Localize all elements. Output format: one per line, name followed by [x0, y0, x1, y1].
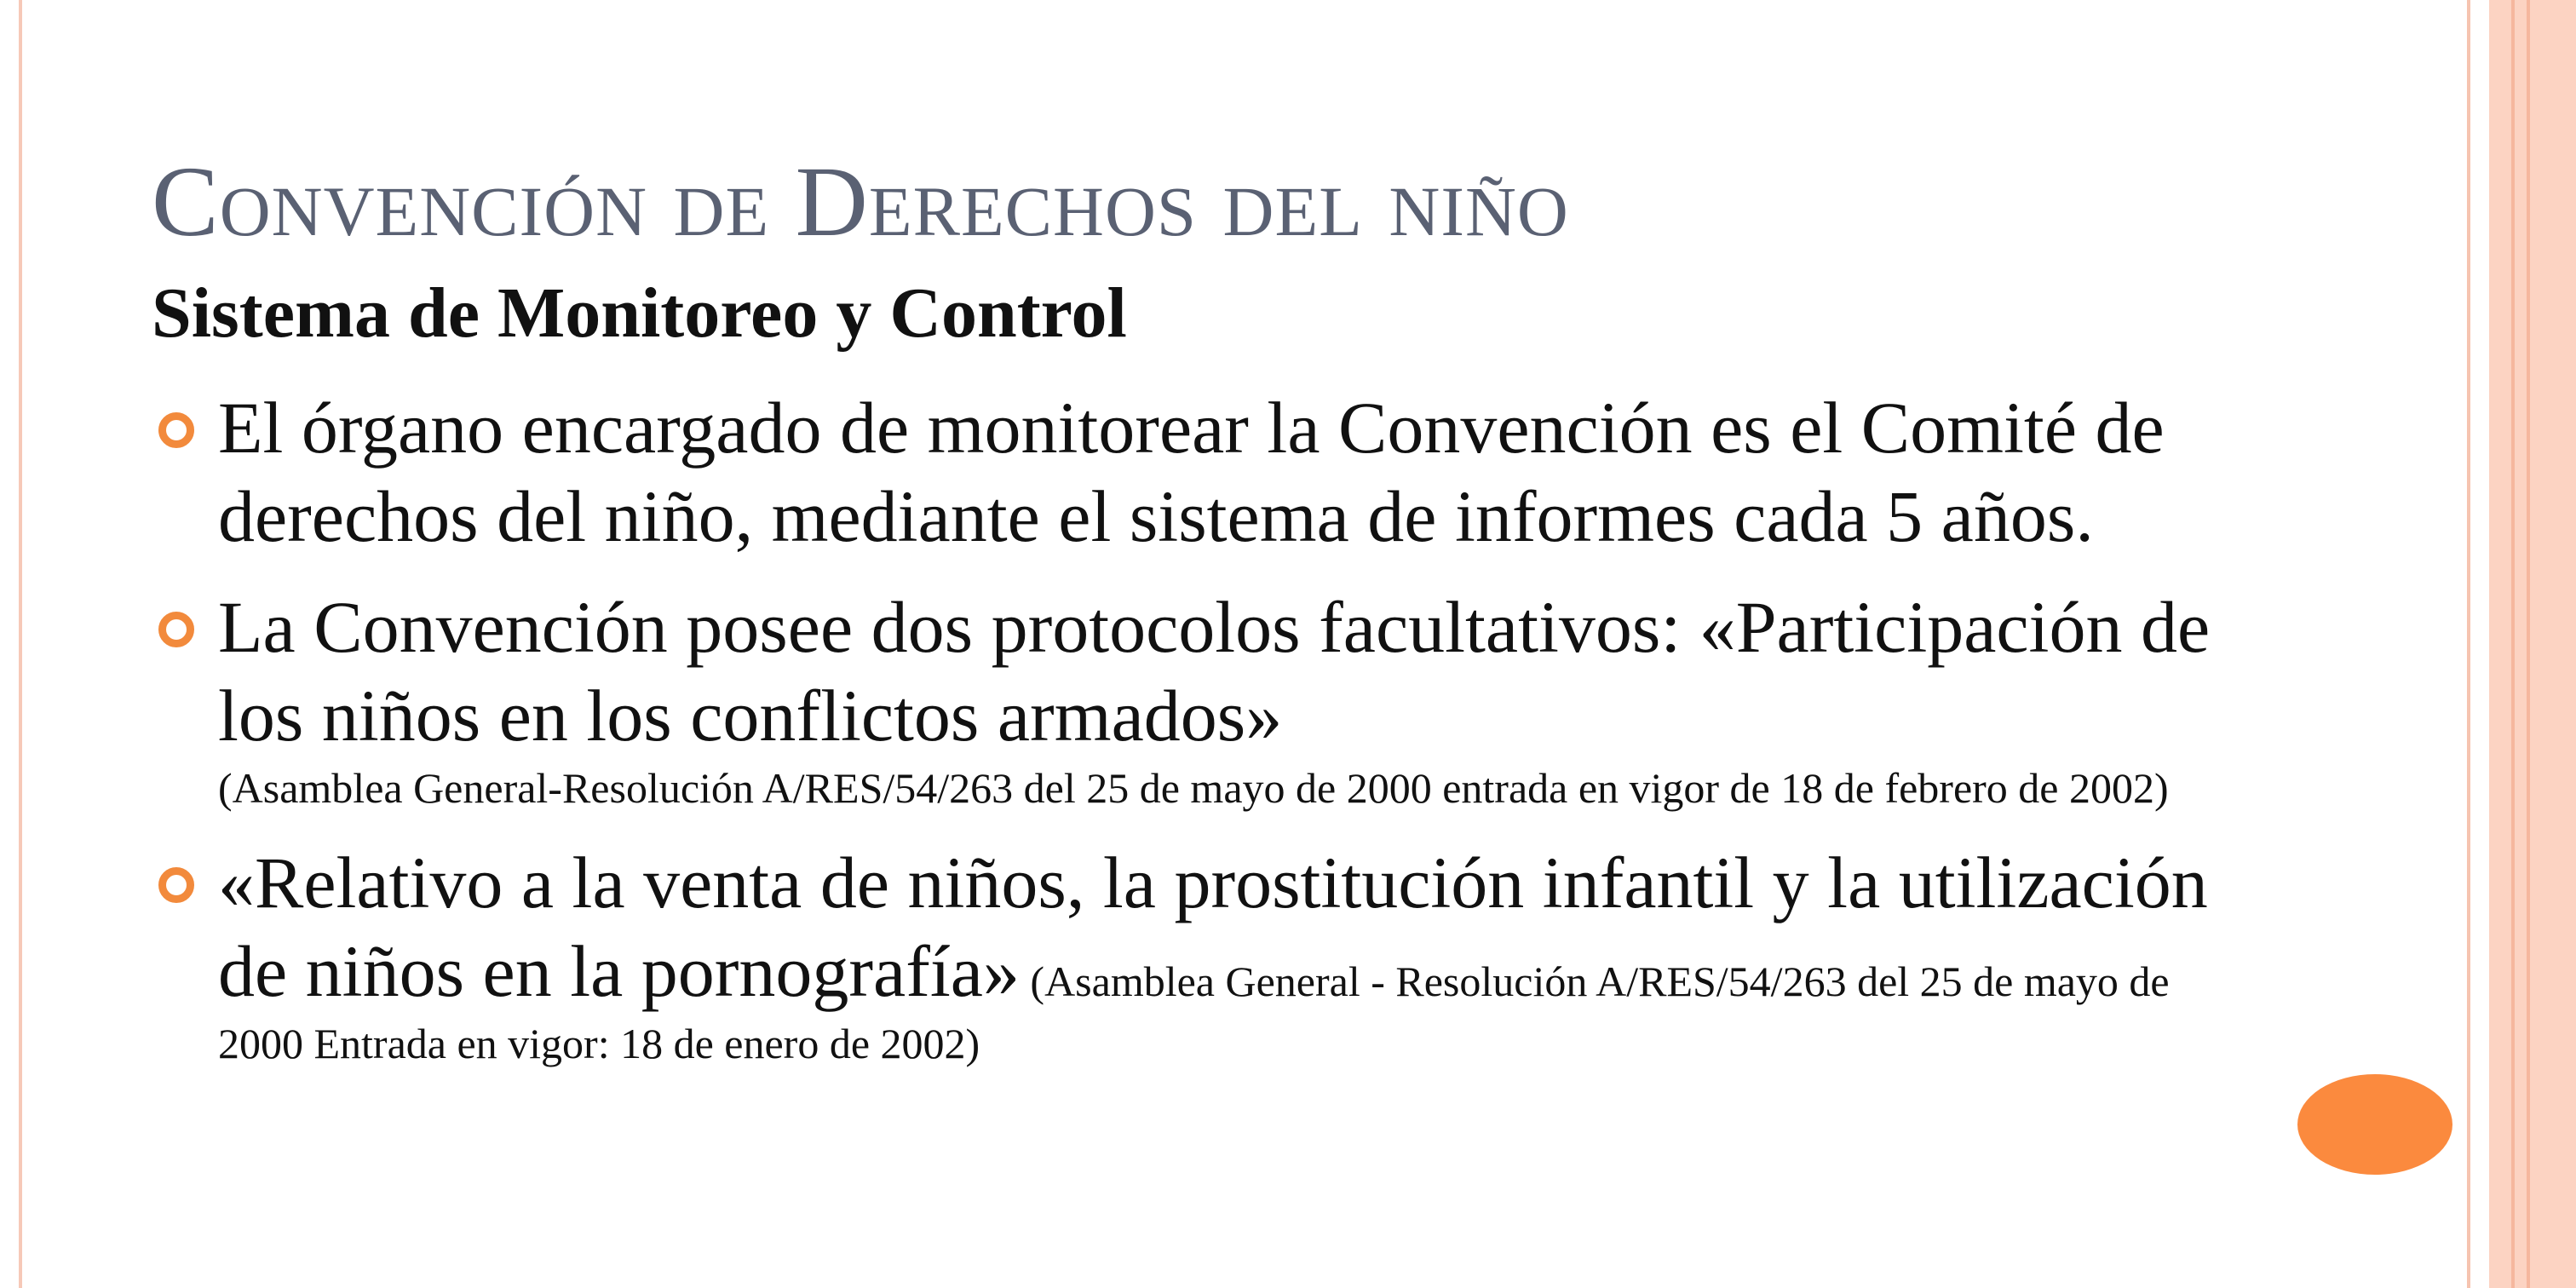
bullet-note: (Asamblea General - Resolución A/RES/54/263 del 25 de mayo de 2000 Entrada en vigor: 18 de enero de 2002)	[218, 957, 2170, 1067]
bullet-circle-icon	[158, 612, 194, 647]
left-border-rule	[19, 0, 22, 1288]
stripe-band	[2489, 0, 2576, 1288]
bullet-text: «Relativo a la venta de niños, la prostitución infantil y la utilización de niños en la pornografía»	[218, 842, 2208, 1012]
slide-subtitle: Sistema de Monitoreo y Control	[152, 273, 1127, 353]
stripe-line	[2467, 0, 2470, 1288]
stripe-line	[2527, 0, 2530, 1288]
bullet-text: La Convención posee dos protocolos facultativos: «Participación de los niños en los conflictos armados»	[218, 586, 2211, 756]
right-decorative-stripes	[2467, 0, 2576, 1288]
bullet-item	[152, 583, 2247, 816]
bullet-text: El órgano encargado de monitorear la Convención es el Comité de derechos del niño, mediante el sistema de informes cada 5 años.	[218, 387, 2165, 557]
bullet-circle-icon	[158, 412, 194, 448]
slide-title: Convención de Derechos del niño	[152, 146, 1569, 257]
bullet-item	[152, 383, 2247, 561]
bullet-note: (Asamblea General-Resolución A/RES/54/263 del 25 de mayo de 2000 entrada en vigor de 18 de febrero de 2002)	[218, 764, 2169, 812]
orange-oval-decoration	[2297, 1074, 2452, 1175]
bullet-item	[152, 838, 2247, 1072]
stripe-line	[2511, 0, 2515, 1288]
bullet-list	[152, 383, 2247, 1094]
bullet-circle-icon	[158, 867, 194, 903]
